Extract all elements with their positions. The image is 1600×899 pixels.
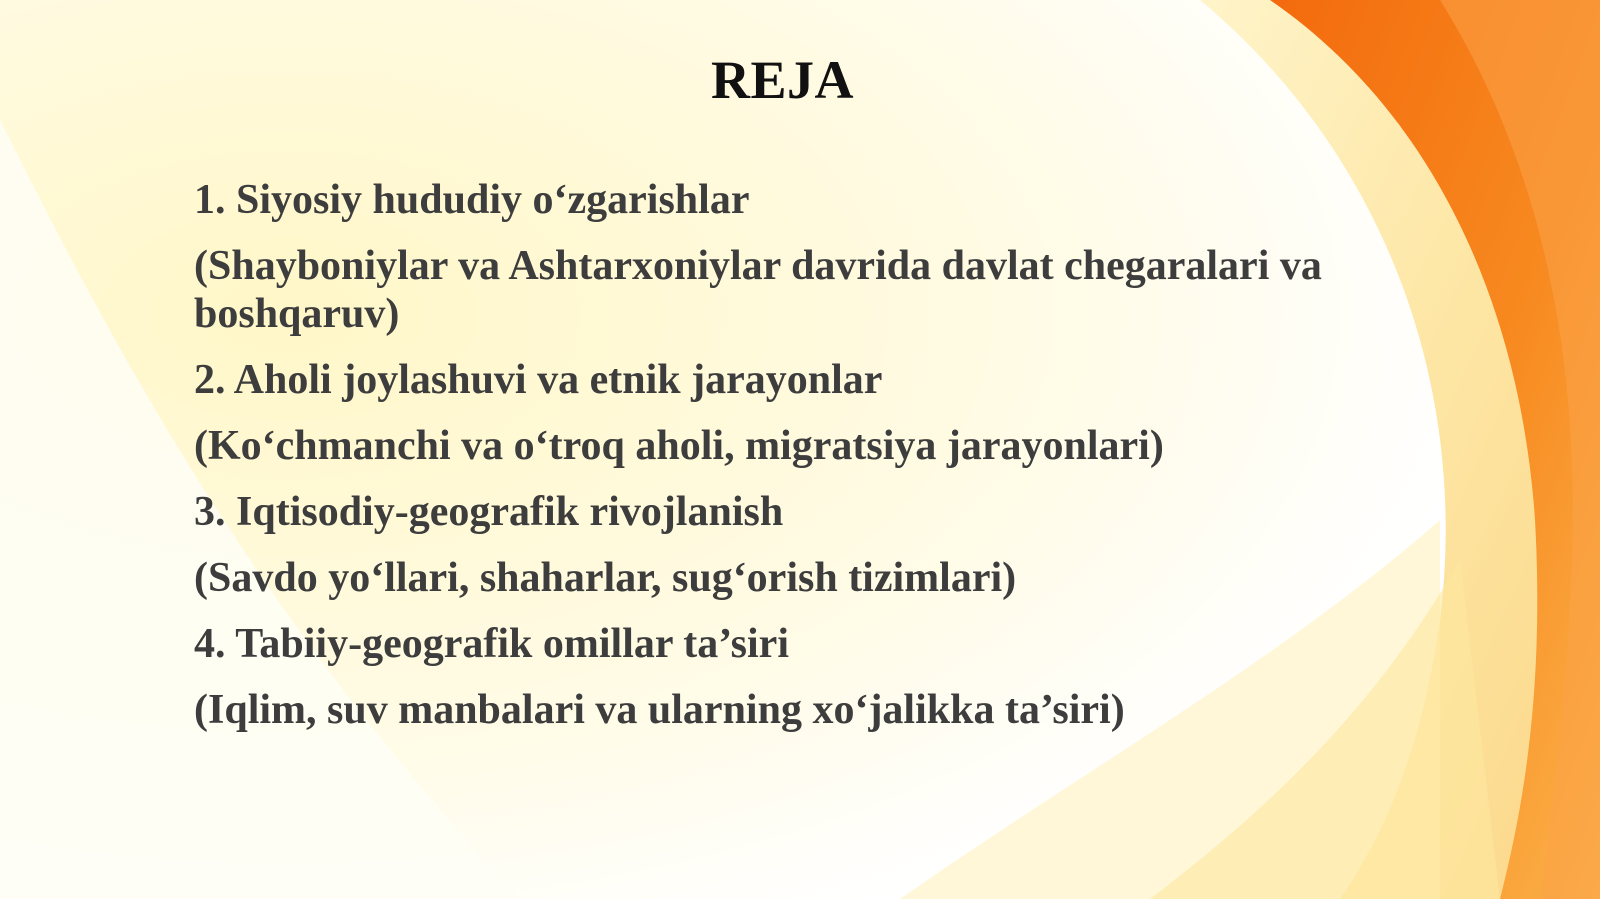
plan-item-3: 3. Iqtisodiy-geografik rivojlanish <box>194 489 784 535</box>
plan-item-1: 1. Siyosiy hududiy o‘zgarishlar <box>194 177 750 223</box>
plan-item-4-description: (Iqlim, suv manbalari va ularning xo‘jalikka ta’siri) <box>194 687 1125 733</box>
plan-list <box>194 176 1324 752</box>
plan-item-2: 2. Aholi joylashuvi va etnik jarayonlar <box>194 357 883 403</box>
slide-title: REJA <box>710 50 854 110</box>
plan-item-4: 4. Tabiiy-geografik omillar ta’siri <box>194 621 789 667</box>
plan-item-1-description: (Shayboniylar va Ashtarxoniylar davrida davlat chegaralari va boshqaruv) <box>194 243 1322 337</box>
plan-item-3-description: (Savdo yo‘llari, shaharlar, sug‘orish tizimlari) <box>194 555 1017 601</box>
plan-item-2-description: (Ko‘chmanchi va o‘troq aholi, migratsiya jarayonlari) <box>194 423 1164 469</box>
